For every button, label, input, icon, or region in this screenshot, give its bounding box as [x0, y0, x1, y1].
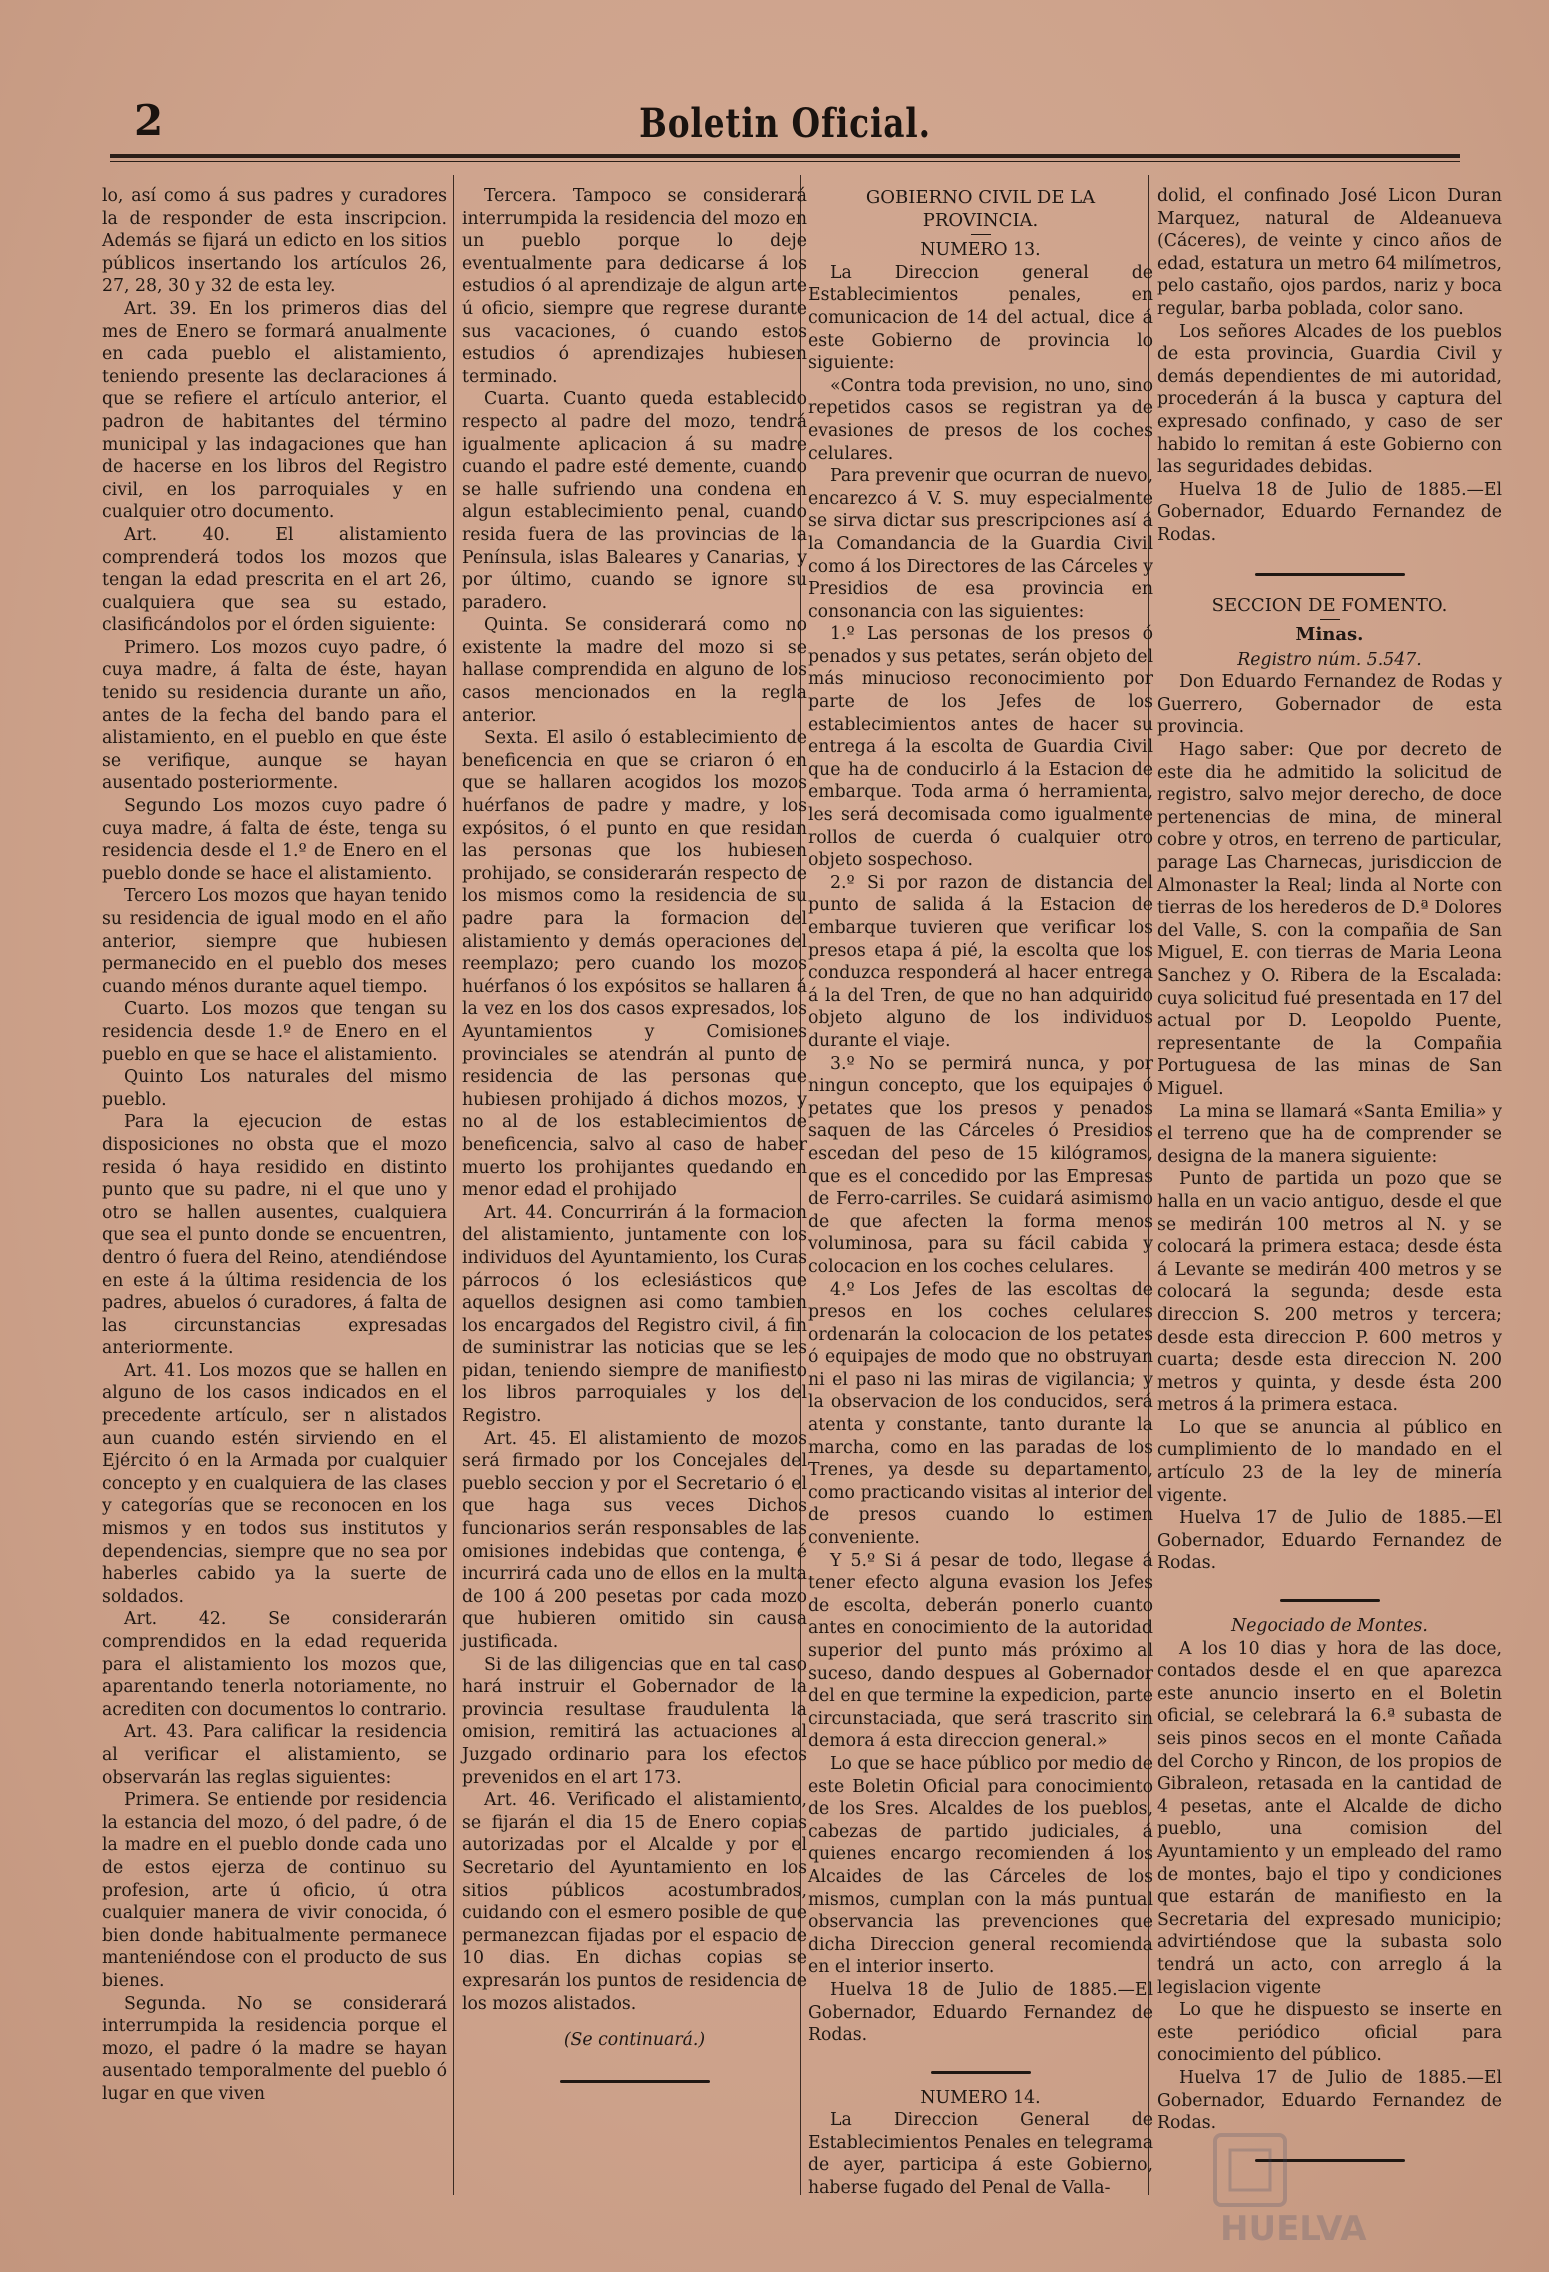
paragraph: Lo que he dispuesto se inserte en este periódico oficial para conocimiento del público.: [1157, 2000, 1502, 2066]
registry-number: Registro núm. 5.547.: [1237, 649, 1422, 670]
column-2: [462, 185, 807, 2096]
paragraph: Y 5.º Si á pesar de todo, llegase á tener efecto alguna evasion los Jefes de escolta, deberán ponerlo cuanto antes en conocimiento de la autoridad superior del punto más próximo al suceso, dando despues al Gobernador del en que termine la expedicion, parte circunstaciada, que será trascrito sin demora á esta direccion general.»: [808, 1550, 1153, 1752]
paragraph: Primero. Los mozos cuyo padre, ó cuya madre, á falta de éste, hayan tenido su residencia durante un año, antes de la fecha del bando para el alistamiento, en el pueblo en que éste se verifique, aunque se hayan ausentado posteriormente.: [102, 637, 447, 794]
continued-note: (Se continuará.): [563, 2030, 706, 2051]
dash-separator: [971, 234, 991, 235]
paragraph: Cuarto. Los mozos que tengan su residencia desde 1.º de Enero en el pueblo en que se hace el alistamiento.: [102, 999, 447, 1065]
paragraph: 1.º Las personas de los presos ó penados y sus petates, serán objeto del más minucioso reconocimiento por parte de los Jefes de los establecimientos antes de hacer su entrega á la escolta de Guardia Civil que ha de conducirlo á la Estacion de embarque. Toda arma ó herramienta, les será decomisada como igualmente rollos de cuerda ó cualquier otro objeto sospechoso.: [808, 624, 1153, 871]
notice-number: NUMERO 14.: [920, 2087, 1041, 2108]
paragraph: Art. 44. Concurrirán á la formacion del alistamiento, juntamente con los individuos del Ayuntamiento, los Curas párrocos ó los eclesiásticos que aquellos designen asi como tambien los encargados del Registro civil, á fin de suministrar las noticias que se les pidan, teniendo siempre de manifiesto los libros parroquiales y los del Registro.: [462, 1202, 807, 1427]
section-heading: GOBIERNO CIVIL DE LA PROVINCIA.: [865, 187, 1096, 231]
newspaper-title: Boletin Oficial.: [639, 100, 931, 147]
paragraph: 3.º No se permirá nunca, y por ningun concepto, que los equipajes ó petates que los presos y penados saquen de las Cárceles ó Presidios escedan del peso de 15 kilógramos, que es el concedido por las Empresas de Ferro-carriles. Se cuidará asimismo de que afecten la forma menos voluminosa, para su fácil cabida y colocacion en los coches celulares.: [808, 1053, 1153, 1277]
paragraph: «Contra toda prevision, no uno, sino repetidos casos se registran ya de evasiones de presos de los coches celulares.: [808, 375, 1153, 464]
paragraph: Art. 42. Se considerarán comprendidos en la edad requerida para el alistamiento los mozos que, aparentando tenerla notoriamente, no acrediten con documentos lo contrario.: [102, 1609, 447, 1720]
header-rule: [110, 154, 1460, 158]
section-ornament: [1255, 567, 1405, 581]
paragraph: Para prevenir que ocurran de nuevo, encarezco á V. S. muy especialmente se sirva dictar sus prescripciones así á la Comandancia de la Guardia Civil como á los Directores de las Cárceles y Presidios de esa provincia en consonancia con las siguientes:: [808, 466, 1153, 622]
paragraph: La Direccion General de Establecimientos Penales en telegrama de ayer, participa á este Gobierno, haberse fugado del Penal de Valla-: [808, 2110, 1153, 2199]
paragraph: Tercera. Tampoco se considerará interrumpida la residencia del mozo en un pueblo porque lo deje eventualmente para dedicarse á los estudios ó al aprendizaje de algun arte ú oficio, siempre que regrese durante sus vacaciones, ó cuando estos estudios ó aprendizajes hubiesen terminado.: [462, 186, 807, 387]
paragraph: 4.º Los Jefes de las escoltas de presos en los coches celulares ordenarán la colocacion de los petates ó equipajes de modo que no obstruyan ni el paso ni las miras de vigilancia; y la observacion de los conducidos, será atenta y constante, tanto durante la marcha, como en las paradas de los Trenes, ya desde su departamento, como practicando visitas al interior del de presos cuando lo estimen conveniente.: [808, 1279, 1153, 1549]
column-1: [102, 185, 447, 2105]
paragraph: Segundo Los mozos cuyo padre ó cuya madre, á falta de éste, tenga su residencia desde el 1.º de Enero en el pueblo donde se hace el alistamiento.: [102, 796, 447, 884]
paragraph: 2.º Si por razon de distancia del punto de salida á la Estacion de embarque tuvieren que verificar los presos etapa á pié, la escolta que los conduzca responderá al hacer entrega á la del Tren, de que no han adquirido objeto alguno de los individuos durante el viaje.: [808, 872, 1153, 1051]
signature: Huelva 17 de Julio de 1885.—El Gobernador, Eduardo Fernandez de Rodas.: [1157, 1508, 1502, 1574]
section-ornament: [931, 2065, 1031, 2079]
paragraph: Para la ejecucion de estas disposiciones no obsta que el mozo resida ó haya residido en distinto punto que su padre, ni el que uno y otro se hallen ausentes, cualquiera que sea el punto donde se encuentren, dentro ó fuera del Reino, atendiéndose en este á la última residencia de los padres, abuelos ó curadores, á falta de las circunstancias expresadas anteriormente.: [102, 1112, 447, 1359]
paragraph: Quinto Los naturales del mismo pueblo.: [102, 1067, 447, 1110]
paragraph: A los 10 dias y hora de las doce, contados desde el en que aparezca este anuncio inserto en el Boletin oficial, se celebrará la 6.ª subasta de seis pinos secos en el monte Cañada del Corcho y Rincon, de los propios de Gibraleon, retasada en la cantidad de 4 pesetas, ante el Alcalde de dicho pueblo, una comision del Ayuntamiento y un empleado del ramo de montes, bajo el tipo y condiciones que estarán de manifiesto en la Secretaria del expresado municipio; advirtiéndose que la subasta solo tendrá un acto, con arreglo á la legislacion vigente: [1157, 1638, 1502, 1998]
paragraph: Primera. Se entiende por residencia la estancia del mozo, ó del padre, ó de la madre en el pueblo donde cada uno de estos ejerza de continuo su profesion, arte ú oficio, ú otra cualquier manera de vivir conocida, ó bien donde habitualmente permanece manteniéndose con el producto de sus bienes.: [102, 1790, 447, 1991]
paragraph: Art. 43. Para calificar la residencia al verificar el alistamiento, se observarán las reglas siguientes:: [102, 1722, 447, 1788]
column-3: [808, 185, 1153, 2200]
paragraph: Don Eduardo Fernandez de Rodas y Guerrero, Gobernador de esta provincia.: [1157, 672, 1502, 738]
paragraph: La mina se llamará «Santa Emilia» y el terreno que ha de comprender se designa de la manera siguiente:: [1157, 1101, 1502, 1167]
dash-separator: [1320, 619, 1340, 620]
paragraph: Quinta. Se considerará como no existente la madre del mozo si se hallase comprendida en alguno de los casos mencionados en la regla anterior.: [462, 615, 807, 726]
notice-number: NUMERO 13.: [920, 240, 1041, 261]
paragraph: La Direccion general de Establecimientos penales, en comunicacion de 14 del actual, dice á este Gobierno de provincia lo siguiente:: [808, 262, 1153, 374]
section-ornament: [1280, 1593, 1380, 1607]
paragraph: Art. 45. El alistamiento de mozos será firmado por los Concejales del pueblo seccion y por el Secretario ó el que haga sus veces Dichos funcionarios serán responsables de las omisiones indebidas que contenga, é incurrirá cada uno de ellos en la multa de 100 á 200 pesetas por cada mozo que hubieren omitido sin causa justificada.: [462, 1428, 807, 1652]
paragraph: Hago saber: Que por decreto de este dia he admitido la solicitud de registro, salvo mejor derecho, de doce pertenencias de mina, de mineral cobre y otros, en terreno de particular, parage Las Charnecas, jurisdiccion de Almonaster la Real; linda al Norte con tierras de los herederos de D.ª Dolores del Valle, S. con la compañia de San Miguel, E. con tierras de Maria Leona Sanchez y O. Ribera de la Escalada: cuya solicitud fué presentada en 17 del actual por D. Leopoldo Puente, representante de la Compañia Portuguesa de las minas de San Miguel.: [1157, 740, 1502, 1099]
watermark-text: HUELVA: [1220, 2209, 1367, 2249]
paragraph: Si de las diligencias que en tal caso hará instruir el Gobernador de la provincia resultase fraudulenta la omision, remitirá las actuaciones al Juzgado ordinario para los efectos prevenidos en el art 173.: [462, 1654, 807, 1788]
paragraph: Tercero Los mozos que hayan tenido su residencia de igual modo en el año anterior, siempre que hubiesen permanecido en el pueblo dos meses cuando ménos durante aquel tiempo.: [102, 886, 447, 997]
signature: Huelva 17 de Julio de 1885.—El Gobernador, Eduardo Fernandez de Rodas.: [1157, 2067, 1502, 2134]
paragraph: Art. 41. Los mozos que se hallen en alguno de los casos indicados en el precedente artículo, ser n alistados aun cuando estén sirviendo en el Ejército ó en la Armada por cualquier concepto y en cualquiera de las clases y categorías que se reconocen en los mismos y en todos sus institutos y dependencias, siempre que no sea por haberles cabido ya la suerte de soldados.: [102, 1360, 447, 1607]
paragraph: Sexta. El asilo ó establecimiento de beneficencia en que se criaron ó en que se hallaren acogidos los mozos huérfanos de padre y madre, y los expósitos, ó el punto en que residan las personas que los hubiesen prohijado, se considerarán respecto de los mismos como la residencia de su padre para la formacion del alistamiento y demás operaciones del reemplazo; pero cuando los mozos huérfanos ó los expósitos se hallaren á la vez en los dos casos expresados, los Ayuntamientos y Comisiones provinciales se atendrán al punto de residencia de las personas que hubiesen prohijado á dichos mozos, y no al de los establecimientos de beneficencia, salvo al caso de haber muerto los prohijantes quedando en menor edad el prohijado: [462, 728, 807, 1201]
archive-watermark-seal: [1200, 2125, 1450, 2255]
page-number: 2: [134, 96, 164, 145]
paragraph: Segunda. No se considerará interrumpida la residencia porque el mozo, el padre ó la madre se hayan ausentado temporalmente del pueblo ó lugar en que viven: [102, 1993, 447, 2104]
subsection-heading: Minas.: [1295, 624, 1364, 646]
paragraph: dolid, el confinado José Licon Duran Marquez, natural de Aldeanueva (Cáceres), de veinte y cinco años de edad, estatura un metro 64 milímetros, pelo castaño, ojos pardos, nariz y boca regular, barba poblada, color sano.: [1157, 186, 1502, 319]
section-heading: SECCION DE FOMENTO.: [1211, 594, 1448, 616]
section-ornament: [560, 2074, 710, 2088]
signature: Huelva 18 de Julio de 1885.—El Gobernador, Eduardo Fernandez de Rodas.: [808, 1979, 1153, 2046]
header-rule-thin: [110, 161, 1460, 162]
column-4: [1157, 185, 1502, 2175]
paragraph: Lo que se hace público por medio de este Boletin Oficial para conocimiento de los Sres. Alcaldes de los pueblos, cabezas de partido judiciales, á quienes encargo recomienden á los Alcaides de las Cárceles de los mismos, cumplan con la más puntual observancia las prevenciones que dicha Direccion general recomienda en el interior inserto.: [808, 1753, 1153, 1978]
paragraph: Cuarta. Cuanto queda establecido respecto al padre del mozo, tendrá igualmente aplicacion á su madre cuando el padre esté demente, cuando se halle sufriendo una condena en algun establecimiento penal, cuando resida fuera de las provincias de la Península, islas Baleares y Canarias, y por último, cuando se ignore su paradero.: [462, 389, 807, 613]
paragraph: Art. 40. El alistamiento comprenderá todos los mozos que tengan la edad prescrita en el art 26, cualquiera que sea su estado, clasificándolos por el órden siguiente:: [102, 524, 447, 636]
paragraph: lo, así como á sus padres y curadores la de responder de esta inscripcion. Además se fijará un edicto en los sitios públicos insertando los artículos 26, 27, 28, 30 y 32 de esta ley.: [102, 186, 447, 297]
signature: Huelva 18 de Julio de 1885.—El Gobernador, Eduardo Fernandez de Rodas.: [1157, 479, 1502, 545]
subsection-heading: Negociado de Montes.: [1231, 1616, 1428, 1637]
masthead: [110, 96, 1460, 156]
paragraph: Art. 39. En los primeros dias del mes de Enero se formará anualmente en cada pueblo el alistamiento, teniendo presente las declaraciones á que se refiere el artículo anterior, el padron de habitantes del término municipal y las indagaciones que han de hacerse en los libros del Registro civil, en los parroquiales y en cualquier otro documento.: [102, 298, 447, 523]
paragraph: Art. 46. Verificado el alistamiento, se fijarán el dia 15 de Enero copias autorizadas por el Alcalde y por el Secretario del Ayuntamiento en los sitios públicos acostumbrados, cuidando con el esmero posible de que permanezcan fijadas por el espacio de 10 dias. En dichas copias se expresarán los puntos de residencia de los mozos alistados.: [462, 1790, 807, 2014]
paragraph: Punto de partida un pozo que se halla en un vacio antiguo, desde el que se medirán 100 metros al N. y se colocará la primera estaca; desde ésta á Levante se medirán 400 metros y se colocará la segunda; desde esta direccion S. 200 metros y tercera; desde esta direccion P. 600 metros y cuarta; desde esta direccion N. 200 metros y quinta, y desde ésta 200 metros á la primera estaca.: [1157, 1169, 1502, 1416]
paragraph: Los señores Alcades de los pueblos de esta provincia, Guardia Civil y demás dependientes de mi autoridad, procederán á la busca y captura del expresado confinado, y caso de ser habido lo remitan á este Gobierno con las seguridades debidas.: [1157, 321, 1502, 478]
paragraph: Lo que se anuncia al público en cumplimiento de lo mandado en el artículo 23 de la ley de minería vigente.: [1157, 1417, 1502, 1506]
column-divider: [453, 175, 454, 2195]
